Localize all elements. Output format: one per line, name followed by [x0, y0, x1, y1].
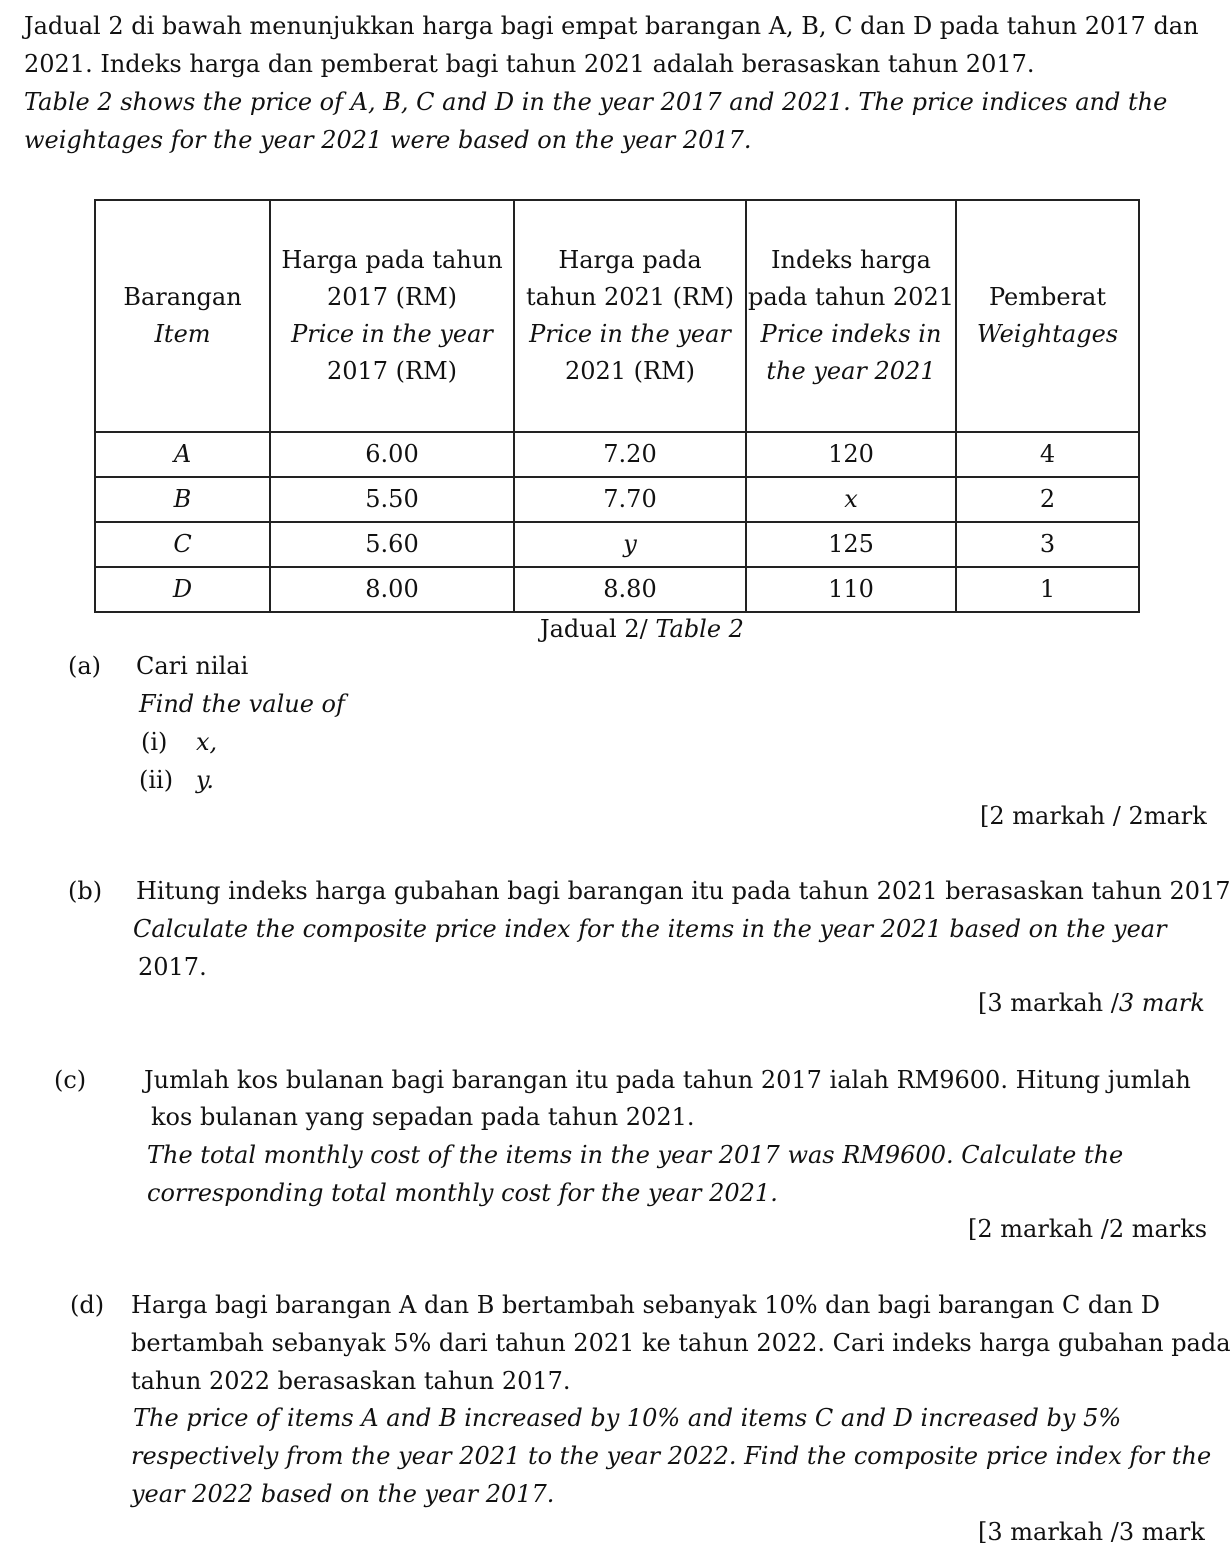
header-price-2021: [514, 200, 746, 432]
part-a-sub-ii-label: (ii): [139, 766, 174, 794]
cell-weightage: 4: [956, 432, 1139, 477]
cell-price-index: x: [746, 477, 956, 522]
part-b-label: (b): [68, 877, 103, 905]
header-item-malay: Barangan: [123, 283, 242, 311]
part-b-english-line-2: 2017.: [138, 953, 207, 981]
cell-price-2017: 5.60: [270, 522, 514, 567]
intro-malay-line-2: 2021. Indeks harga dan pemberat bagi tahun 2021 adalah berasaskan tahun 2017.: [24, 50, 1035, 78]
cell-price-2021: 8.80: [514, 567, 746, 612]
header-item: [95, 200, 270, 432]
cell-price-index: 110: [746, 567, 956, 612]
part-b-english-line-1: Calculate the composite price index for the items in the year 2021 based on the year: [133, 915, 1167, 943]
table-row: [95, 567, 1139, 612]
price-table: [94, 199, 1140, 613]
part-d-english-line-1: The price of items A and B increased by 10% and items C and D increased by 5%: [133, 1404, 1122, 1432]
part-a-malay: Cari nilai: [136, 652, 249, 680]
table-row: [95, 522, 1139, 567]
table-row: [95, 432, 1139, 477]
part-a-sub-i: x,: [196, 728, 218, 756]
part-d-english-line-3: year 2022 based on the year 2017.: [131, 1480, 555, 1508]
part-d-label: (d): [70, 1291, 105, 1319]
header-price-index: [746, 200, 956, 432]
header-price-2021-malay-2: tahun 2021 (RM): [525, 283, 735, 311]
header-item-english: Item: [154, 320, 211, 348]
header-price-index-english-1: Price indeks in: [760, 320, 942, 348]
cell-price-2017: 5.50: [270, 477, 514, 522]
table-caption: [540, 615, 744, 644]
intro-english-line-1: Table 2 shows the price of A, B, C and D in the year 2017 and 2021. The price indices and the: [24, 88, 1168, 116]
cell-weightage: 3: [956, 522, 1139, 567]
table-header-row: [95, 200, 1139, 432]
part-c-english-line-1: The total monthly cost of the items in the year 2017 was RM9600. Calculate the: [147, 1141, 1124, 1169]
part-a-english: Find the value of: [139, 690, 345, 718]
part-d-malay-line-2: bertambah sebanyak 5% dari tahun 2021 ke tahun 2022. Cari indeks harga gubahan pada: [131, 1329, 1231, 1357]
cell-item: B: [95, 477, 270, 522]
cell-price-index: 125: [746, 522, 956, 567]
header-price-index-malay-1: Indeks harga: [771, 246, 931, 274]
header-price-index-english-2: the year 2021: [766, 357, 936, 385]
cell-price-2017: 8.00: [270, 567, 514, 612]
header-price-2017-malay-1: Harga pada tahun: [281, 246, 503, 274]
header-weightage: [956, 200, 1139, 432]
part-c-english-line-2: corresponding total monthly cost for the year 2021.: [147, 1179, 778, 1207]
part-b-marks-malay: [3 markah /: [978, 989, 1119, 1017]
table-caption-malay: Jadual 2/: [540, 615, 648, 643]
cell-price-2021: 7.20: [514, 432, 746, 477]
part-d-malay-line-3: tahun 2022 berasaskan tahun 2017.: [131, 1367, 571, 1395]
cell-weightage: 1: [956, 567, 1139, 612]
header-price-2021-malay-1: Harga pada: [558, 246, 702, 274]
table-caption-english: Table 2: [655, 615, 744, 643]
table-row: [95, 477, 1139, 522]
part-d-marks: [3 markah /3 mark: [978, 1518, 1205, 1546]
header-price-2017: [270, 200, 514, 432]
part-a-label: (a): [68, 652, 102, 680]
part-a-sub-i-label: (i): [141, 728, 168, 756]
cell-price-2021: 7.70: [514, 477, 746, 522]
part-b-malay: Hitung indeks harga gubahan bagi barangan itu pada tahun 2021 berasaskan tahun 2017: [136, 877, 1231, 905]
part-c-malay-line-1: Jumlah kos bulanan bagi barangan itu pada tahun 2017 ialah RM9600. Hitung jumlah: [144, 1066, 1191, 1094]
header-price-2021-english-1: Price in the year: [529, 320, 731, 348]
header-price-2017-english-2: 2017 (RM): [326, 357, 458, 385]
cell-item: D: [95, 567, 270, 612]
intro-malay-line-1: Jadual 2 di bawah menunjukkan harga bagi empat barangan A, B, C dan D pada tahun 2017 dan: [24, 12, 1199, 40]
part-c-malay-line-2: kos bulanan yang sepadan pada tahun 2021.: [151, 1103, 695, 1131]
part-a-sub-ii: y.: [196, 766, 214, 794]
part-a-marks: [2 markah / 2mark: [980, 802, 1207, 830]
part-c-marks: [2 markah /2 marks: [968, 1215, 1208, 1243]
cell-item: A: [95, 432, 270, 477]
part-c-label: (c): [54, 1066, 87, 1094]
cell-item: C: [95, 522, 270, 567]
part-d-malay-line-1: Harga bagi barangan A dan B bertambah sebanyak 10% dan bagi barangan C dan D: [131, 1291, 1160, 1319]
cell-price-index: 120: [746, 432, 956, 477]
cell-weightage: 2: [956, 477, 1139, 522]
header-price-2017-malay-2: 2017 (RM): [326, 283, 458, 311]
header-weightage-english: Weightages: [976, 320, 1119, 348]
cell-price-2017: 6.00: [270, 432, 514, 477]
part-d-english-line-2: respectively from the year 2021 to the year 2022. Find the composite price index for the: [131, 1442, 1212, 1470]
header-price-2017-english-1: Price in the year: [291, 320, 493, 348]
cell-price-2021: y: [514, 522, 746, 567]
header-weightage-malay: Pemberat: [988, 283, 1107, 311]
part-b-marks: [978, 989, 1205, 1018]
header-price-index-malay-2: pada tahun 2021: [747, 283, 954, 311]
intro-english-line-2: weightages for the year 2021 were based on the year 2017.: [24, 126, 752, 154]
header-price-2021-english-2: 2021 (RM): [564, 357, 696, 385]
part-b-marks-english: 3 mark: [1118, 989, 1205, 1017]
